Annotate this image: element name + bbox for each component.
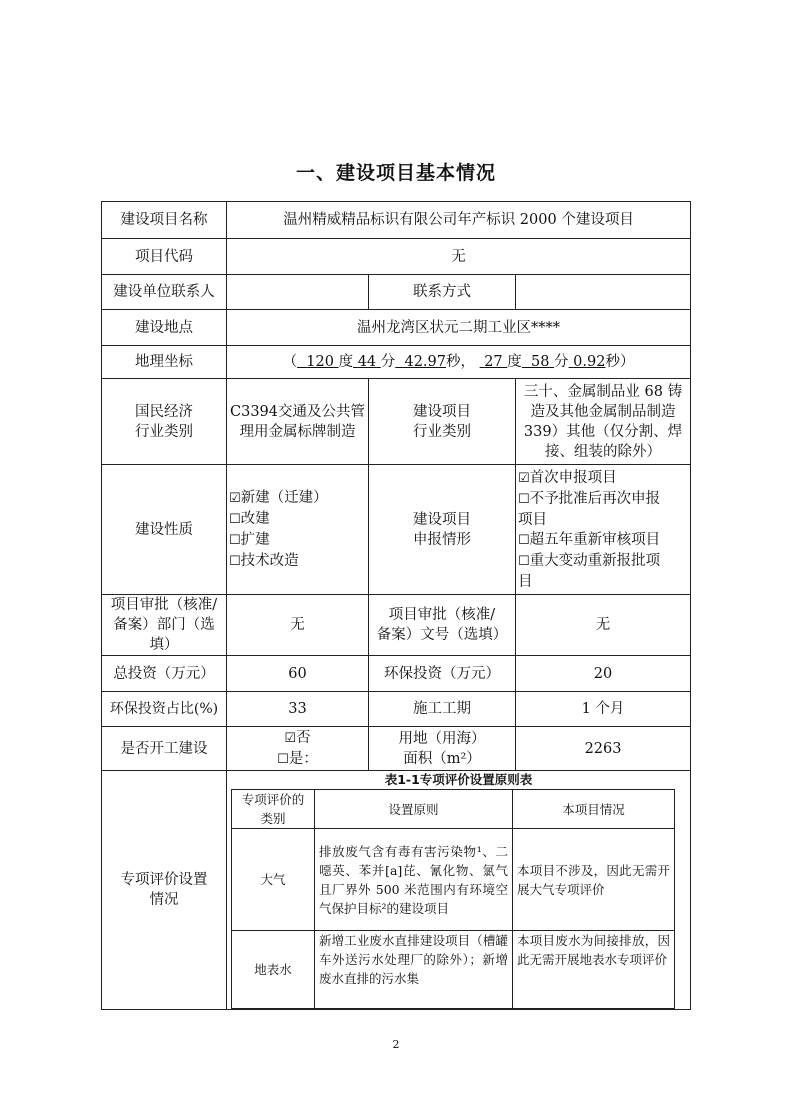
location-label: 建设地点 — [102, 310, 227, 346]
economy-label: 国民经济 行业类别 — [102, 379, 227, 465]
checked-box-icon: ☑ — [284, 730, 297, 746]
inner-table-title: 表1-1专项评价设置原则表 — [384, 772, 533, 787]
special-label: 专项评价设置 情况 — [102, 771, 227, 1010]
period-value: 1 个月 — [516, 692, 691, 727]
sec-unit-1: 秒， — [445, 354, 475, 370]
lon-deg: 120 — [306, 354, 334, 370]
checkbox-icon: ☐ — [229, 511, 241, 527]
row-principle: 新增工业废水直排建设项目（槽罐车外送污水处理厂的除外）；新增废水直排的污水集 — [315, 931, 513, 1009]
lon-sec: 42.97 — [404, 354, 446, 370]
sec-unit-2: 秒） — [605, 354, 635, 370]
nature-option[interactable]: ☑新建（迁建） — [229, 489, 328, 506]
declare-option[interactable]: ☑首次申报项目 — [518, 469, 617, 486]
row-status: 本项目废水为间接排放，因此无需开展地表水专项评价 — [513, 931, 675, 1009]
approval-dept-value: 无 — [227, 595, 369, 656]
row-category: 地表水 — [232, 931, 315, 1009]
nature-option[interactable]: ☐改建 — [229, 510, 270, 527]
phone-label: 联系方式 — [369, 275, 516, 310]
coord-label: 地理坐标 — [102, 346, 227, 379]
header-status: 本项目情况 — [513, 790, 675, 829]
row-principle: 排放废气含有毒有害污染物¹、二噁英、苯并[a]芘、氰化物、氯气且厂界外 500 米范围内有环境空气保护目标²的建设项目 — [315, 829, 513, 931]
coord-value — [227, 346, 691, 379]
special-eval-table — [231, 789, 675, 1009]
page-title: 一、建设项目基本情况 — [295, 162, 496, 184]
lat-deg: 27 — [484, 354, 503, 370]
deg-unit-1: 度 — [338, 354, 354, 370]
checkbox-icon: ☐ — [229, 532, 241, 548]
declare-label: 建设项目 申报情形 — [369, 465, 516, 595]
industry-value: 三十、金属制品业 68 铸 造及其他金属制品制造 339）其他（仅分割、焊 接、组装的除外） — [516, 379, 691, 465]
declare-option[interactable]: ☐不予批准后再次申报 — [518, 490, 661, 507]
row-category: 大气 — [232, 829, 315, 931]
nature-options — [227, 465, 369, 595]
invest-label: 总投资（万元） — [102, 656, 227, 692]
checked-box-icon: ☑ — [229, 490, 241, 506]
deg-unit-2: 度 — [507, 354, 522, 370]
code-value: 无 — [227, 239, 691, 275]
name-label: 建设项目名称 — [102, 202, 227, 239]
declare-option[interactable]: ☐超五年重新审核项目 — [518, 531, 661, 548]
env-invest-label: 环保投资（万元） — [369, 656, 516, 692]
env-invest-value: 20 — [516, 656, 691, 692]
checkbox-icon: ☐ — [518, 491, 530, 507]
land-label: 用地（用海） 面积（m²） — [369, 727, 516, 771]
started-options — [227, 727, 369, 771]
phone-value — [516, 275, 691, 310]
contact-label: 建设单位联系人 — [102, 275, 227, 310]
env-ratio-value: 33 — [227, 692, 369, 727]
header-principle: 设置原则 — [315, 790, 513, 829]
header-category: 专项评价的类别 — [232, 790, 315, 829]
coord-open: （ — [282, 354, 298, 370]
land-value: 2263 — [516, 727, 691, 771]
checkbox-icon: ☐ — [518, 532, 530, 548]
approval-no-label: 项目审批（核准/ 备案）文号（选填） — [369, 595, 516, 656]
declare-options — [516, 465, 691, 595]
started-option-no[interactable]: ☑否 — [284, 729, 311, 746]
started-option-yes[interactable]: ☐是： — [277, 750, 318, 767]
declare-option[interactable]: ☐重大变动重新报批项 — [518, 552, 661, 569]
location-value: 温州龙湾区状元二期工业区**** — [227, 310, 691, 346]
declare-option-cont: 项目 — [518, 511, 547, 528]
checked-box-icon: ☑ — [518, 470, 530, 486]
lat-sec: 0.92 — [573, 354, 606, 370]
name-value: 温州精威精品标识有限公司年产标识 2000 个建设项目 — [227, 202, 691, 239]
contact-value — [227, 275, 369, 310]
nature-label: 建设性质 — [102, 465, 227, 595]
checkbox-icon: ☐ — [277, 751, 289, 767]
lat-min: 58 — [530, 354, 550, 370]
checkbox-icon: ☐ — [518, 553, 530, 569]
declare-option-cont: 目 — [518, 573, 533, 590]
nature-option[interactable]: ☐扩建 — [229, 531, 270, 548]
approval-dept-label: 项目审批（核准/ 备案）部门（选填） — [102, 595, 227, 656]
period-label: 施工工期 — [369, 692, 516, 727]
code-label: 项目代码 — [102, 239, 227, 275]
env-ratio-label: 环保投资占比(%) — [102, 692, 227, 727]
invest-value: 60 — [227, 656, 369, 692]
basic-info-table — [101, 201, 691, 1010]
page-number: 2 — [392, 1038, 400, 1051]
started-label: 是否开工建设 — [102, 727, 227, 771]
special-content — [227, 771, 691, 1010]
lon-min: 44 — [357, 354, 377, 370]
row-status: 本项目不涉及，因此无需开展大气专项评价 — [513, 829, 675, 931]
economy-value: C3394交通及公共管 理用金属标牌制造 — [227, 379, 369, 465]
min-unit-1: 分 — [380, 354, 396, 370]
min-unit-2: 分 — [554, 354, 569, 370]
checkbox-icon: ☐ — [229, 553, 241, 569]
industry-label: 建设项目 行业类别 — [369, 379, 516, 465]
approval-no-value: 无 — [516, 595, 691, 656]
nature-option[interactable]: ☐技术改造 — [229, 552, 299, 569]
